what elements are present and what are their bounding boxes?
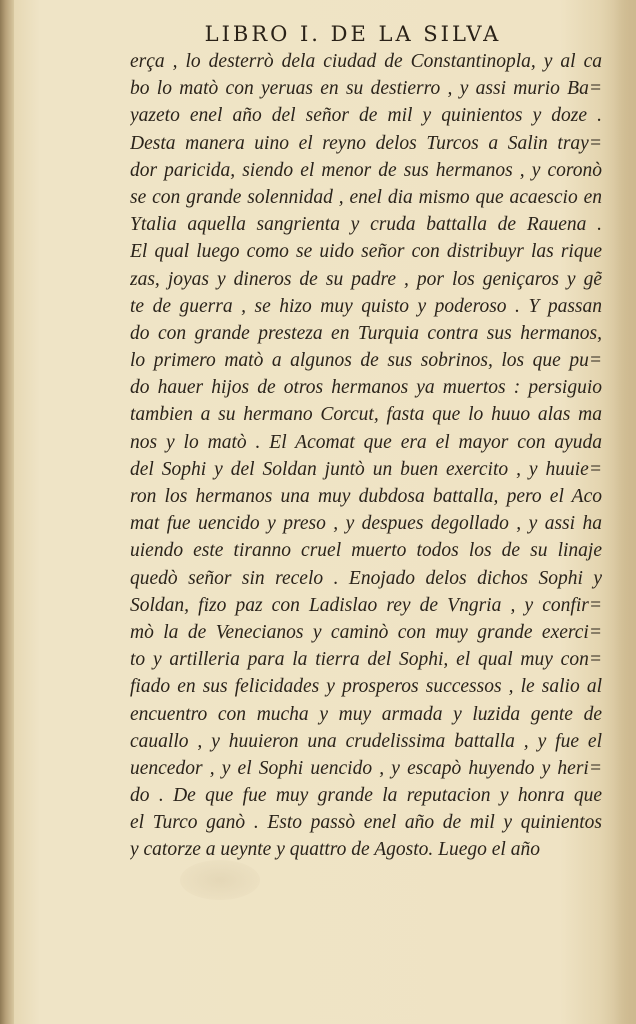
text-line: do . De que fue muy grande la reputacion y honra que bbox=[130, 785, 602, 807]
text-line: do hauer hijos de otros hermanos ya muertos : persiguio bbox=[130, 377, 602, 399]
text-line: te de guerra , se hizo muy quisto y poderoso . Y passan bbox=[130, 295, 602, 317]
running-head: LIBRO I. DE LA SILVA bbox=[204, 22, 502, 46]
text-line: Desta manera uino el reyno delos Turcos a Salin tray= bbox=[130, 132, 602, 154]
text-line: bo lo matò con yeruas en su destierro , y assi murio Ba= bbox=[130, 78, 602, 100]
text-line: se con grande solennidad , enel dia mismo que acaescio en bbox=[130, 186, 602, 208]
text-line: mò la de Venecianos y caminò con muy grande exerci= bbox=[130, 621, 602, 643]
text-line: fiado en sus felicidades y prosperos successos , le salio al bbox=[130, 676, 602, 698]
text-line: dor paricida, siendo el menor de sus hermanos , y coronò bbox=[130, 159, 602, 181]
text-line: nos y lo matò . El Acomat que era el mayor con ayuda bbox=[130, 431, 602, 453]
page-edge bbox=[614, 0, 636, 1024]
text-line: do con grande presteza en Turquia contra sus hermanos, bbox=[130, 322, 602, 344]
text-line: El qual luego como se uido señor con distribuyr las rique bbox=[130, 241, 602, 263]
text-line: Soldan, fizo paz con Ladislao rey de Vngria , y confir= bbox=[130, 594, 602, 616]
text-line: zas, joyas y dineros de su padre , por los geniçaros y gẽ bbox=[130, 268, 602, 290]
text-line: to y artilleria para la tierra del Sophi, el qual muy con= bbox=[130, 649, 602, 671]
body-text bbox=[130, 48, 602, 864]
text-line: erça , lo desterrò dela ciudad de Constantinopla, y al ca bbox=[130, 51, 602, 72]
text-line: quedò señor sin recelo . Enojado delos dichos Sophi y bbox=[130, 567, 602, 589]
text-line: lo primero matò a algunos de sus sobrinos, los que pu= bbox=[130, 350, 602, 372]
binding-gutter bbox=[0, 0, 14, 1024]
text-line: del Sophi y del Soldan juntò un buen exercito , y huuie= bbox=[130, 458, 602, 480]
text-line: tambien a su hermano Corcut, fasta que lo huuo alas ma bbox=[130, 404, 602, 426]
text-line: mat fue uencido y preso , y despues degollado , y assi ha bbox=[130, 513, 602, 535]
text-line: uiendo este tiranno cruel muerto todos los de su linaje bbox=[130, 540, 602, 562]
text-line: encuentro con mucha y muy armada y luzida gente de bbox=[130, 703, 602, 725]
text-line: el Turco ganò . Esto passò enel año de mil y quinientos bbox=[130, 812, 602, 834]
text-line: ron los hermanos una muy dubdosa battalla, pero el Aco bbox=[130, 486, 602, 507]
text-line: y catorze a ueynte y quattro de Agosto. Luego el año bbox=[130, 839, 540, 861]
text-line: Ytalia aquella sangrienta y cruda battalla de Rauena . bbox=[130, 214, 602, 236]
text-line: yazeto enel año del señor de mil y quinientos y doze . bbox=[130, 105, 602, 127]
paper-stain bbox=[180, 860, 260, 900]
text-line: cauallo , y huuieron una crudelissima battalla , y fue el bbox=[130, 730, 602, 752]
text-line: uencedor , y el Sophi uencido , y escapò huyendo y heri= bbox=[130, 757, 602, 779]
